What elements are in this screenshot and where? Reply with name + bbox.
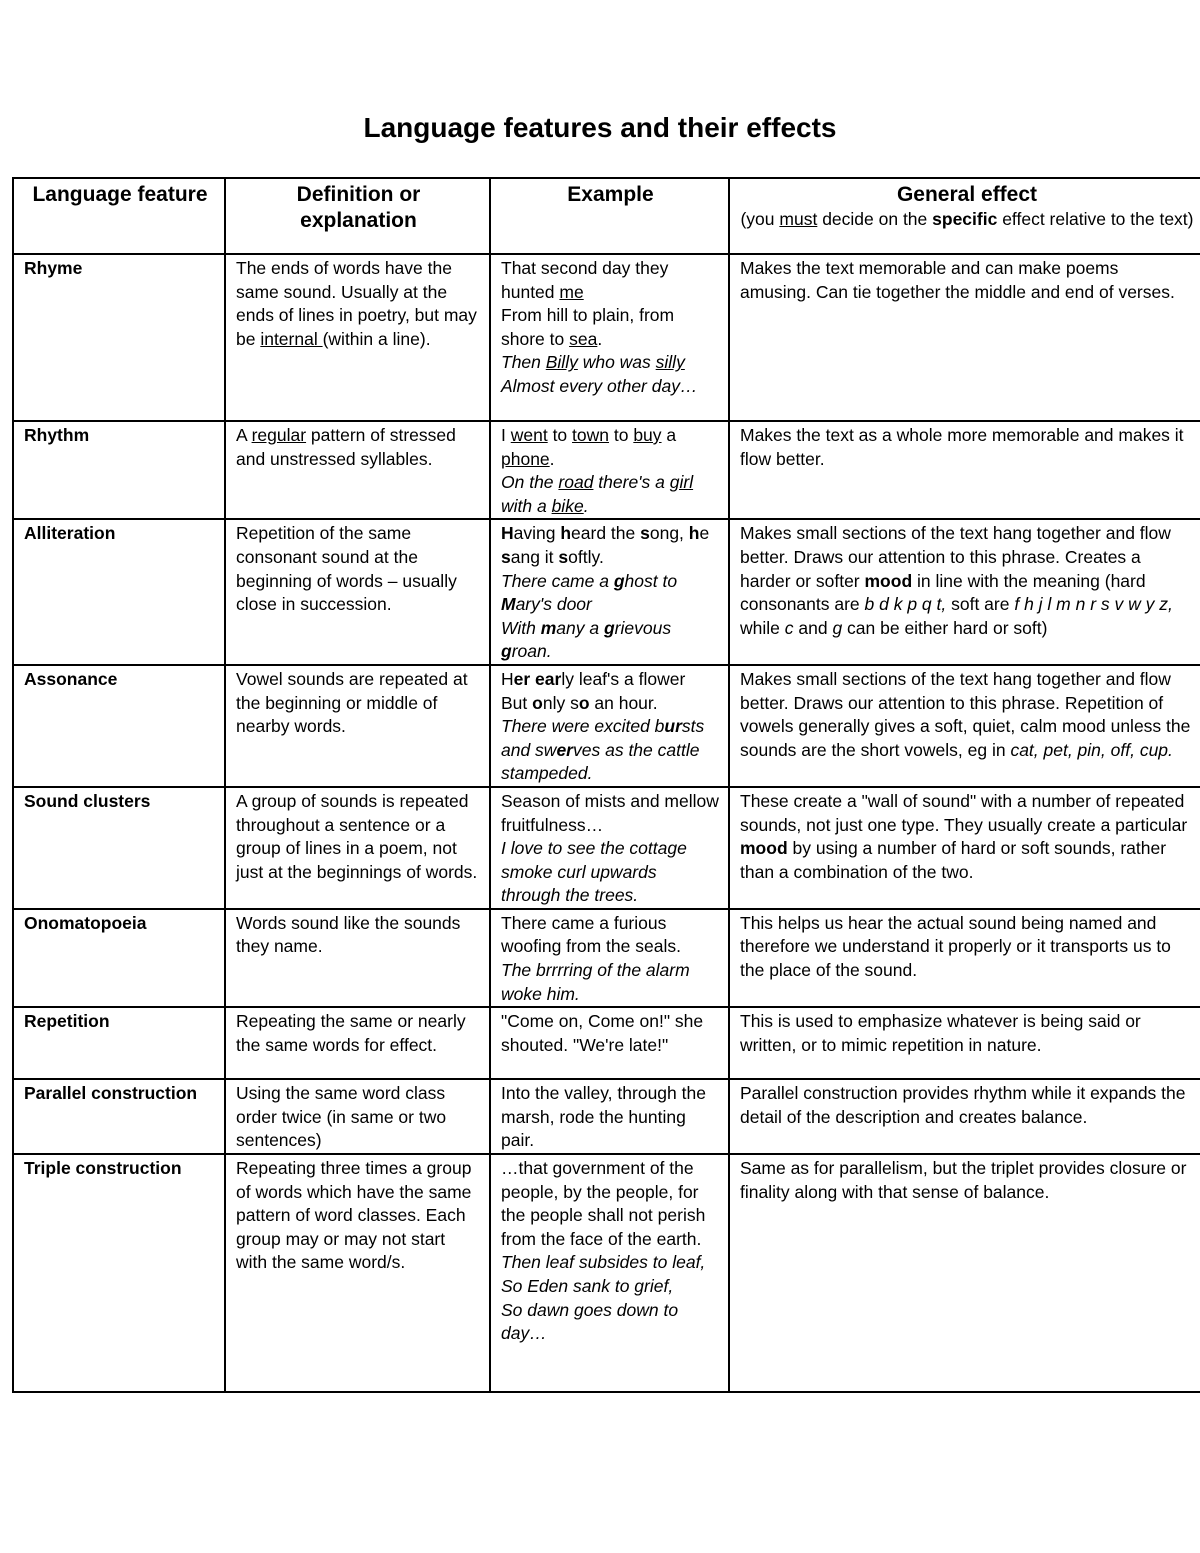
feature-cell: Sound clusters: [13, 787, 225, 909]
effect-cell: Same as for parallelism, but the triplet provides closure or finality along with that sense of balance.: [729, 1154, 1200, 1392]
definition-cell: Repeating three times a group of words which have the same pattern of word classes. Each group may or may not start with the same word/s.: [225, 1154, 490, 1392]
table-header-row: [13, 178, 1200, 254]
example-cell: …that government of the people, by the people, for the people shall not perish from the face of the earth. Then leaf subsides to leaf, So Eden sank to grief, So dawn goes down to day…: [490, 1154, 729, 1392]
definition-cell: Repetition of the same consonant sound at the beginning of words – usually close in succession.: [225, 519, 490, 665]
feature-cell: Onomatopoeia: [13, 909, 225, 1007]
feature-cell: Assonance: [13, 665, 225, 787]
table-row: [13, 519, 1200, 665]
definition-cell: Vowel sounds are repeated at the beginning or middle of nearby words.: [225, 665, 490, 787]
table-row: [13, 254, 1200, 421]
definition-cell: A group of sounds is repeated throughout a sentence or a group of lines in a poem, not just at the beginnings of words.: [225, 787, 490, 909]
effect-cell: Makes small sections of the text hang together and flow better. Draws our attention to this phrase. Creates a harder or softer mood in line with the meaning (hard consonants are b d k p q t, soft are f h j l m n r s v w y z, while c and g can be either hard or soft): [729, 519, 1200, 665]
effect-cell: Parallel construction provides rhythm while it expands the detail of the description and creates balance.: [729, 1079, 1200, 1154]
effect-cell: This helps us hear the actual sound being named and therefore we understand it properly or it transports us to the place of the sound.: [729, 909, 1200, 1007]
header-effect-note: (you must decide on the specific effect relative to the text): [740, 209, 1194, 229]
effect-cell: Makes the text memorable and can make poems amusing. Can tie together the middle and end of verses.: [729, 254, 1200, 421]
definition-cell: A regular pattern of stressed and unstressed syllables.: [225, 421, 490, 519]
definition-cell: The ends of words have the same sound. Usually at the ends of lines in poetry, but may be internal (within a line).: [225, 254, 490, 421]
feature-cell: Parallel construction: [13, 1079, 225, 1154]
header-effect-label: General effect: [896, 183, 1038, 206]
table-row: [13, 665, 1200, 787]
feature-cell: Rhyme: [13, 254, 225, 421]
language-features-table: [12, 177, 1200, 1393]
feature-cell: Rhythm: [13, 421, 225, 519]
example-cell: Having heard the song, he sang it softly. There came a ghost to Mary's door With many a grievous groan.: [490, 519, 729, 665]
table-row: [13, 787, 1200, 909]
example-cell: Season of mists and mellow fruitfulness… I love to see the cottage smoke curl upwards through the trees.: [490, 787, 729, 909]
page-title: Language features and their effects: [363, 112, 837, 143]
table-row: [13, 421, 1200, 519]
effect-cell: This is used to emphasize whatever is being said or written, or to mimic repetition in nature.: [729, 1007, 1200, 1079]
effect-cell: Makes small sections of the text hang together and flow better. Draws our attention to this phrase. Repetition of vowels generally gives a soft, quiet, calm mood unless the sounds are the short vowels, eg in cat, pet, pin, off, cup.: [729, 665, 1200, 787]
header-definition: Definition or explanation: [225, 178, 490, 254]
table-row: [13, 1079, 1200, 1154]
feature-cell: Triple construction: [13, 1154, 225, 1392]
definition-cell: Words sound like the sounds they name.: [225, 909, 490, 1007]
header-feature: Language feature: [13, 178, 225, 254]
example-cell: Her early leaf's a flower But only so an hour. There were excited bursts and swerves as the cattle stampeded.: [490, 665, 729, 787]
table-row: [13, 909, 1200, 1007]
example-cell: Into the valley, through the marsh, rode the hunting pair.: [490, 1079, 729, 1154]
example-cell: There came a furious woofing from the seals. The brrrring of the alarm woke him.: [490, 909, 729, 1007]
table-row: [13, 1154, 1200, 1392]
header-example: Example: [490, 178, 729, 254]
example-cell: "Come on, Come on!" she shouted. "We're late!": [490, 1007, 729, 1079]
effect-cell: Makes the text as a whole more memorable and makes it flow better.: [729, 421, 1200, 519]
example-cell: I went to town to buy a phone. On the road there's a girl with a bike.: [490, 421, 729, 519]
example-cell: That second day they hunted me From hill to plain, from shore to sea. Then Billy who was silly Almost every other day…: [490, 254, 729, 421]
definition-cell: Repeating the same or nearly the same words for effect.: [225, 1007, 490, 1079]
feature-cell: Alliteration: [13, 519, 225, 665]
definition-cell: Using the same word class order twice (in same or two sentences): [225, 1079, 490, 1154]
header-effect: [729, 178, 1200, 254]
table-row: [13, 1007, 1200, 1079]
effect-cell: These create a "wall of sound" with a number of repeated sounds, not just one type. They usually create a particular mood by using a number of hard or soft sounds, rather than a combination of the two.: [729, 787, 1200, 909]
feature-cell: Repetition: [13, 1007, 225, 1079]
